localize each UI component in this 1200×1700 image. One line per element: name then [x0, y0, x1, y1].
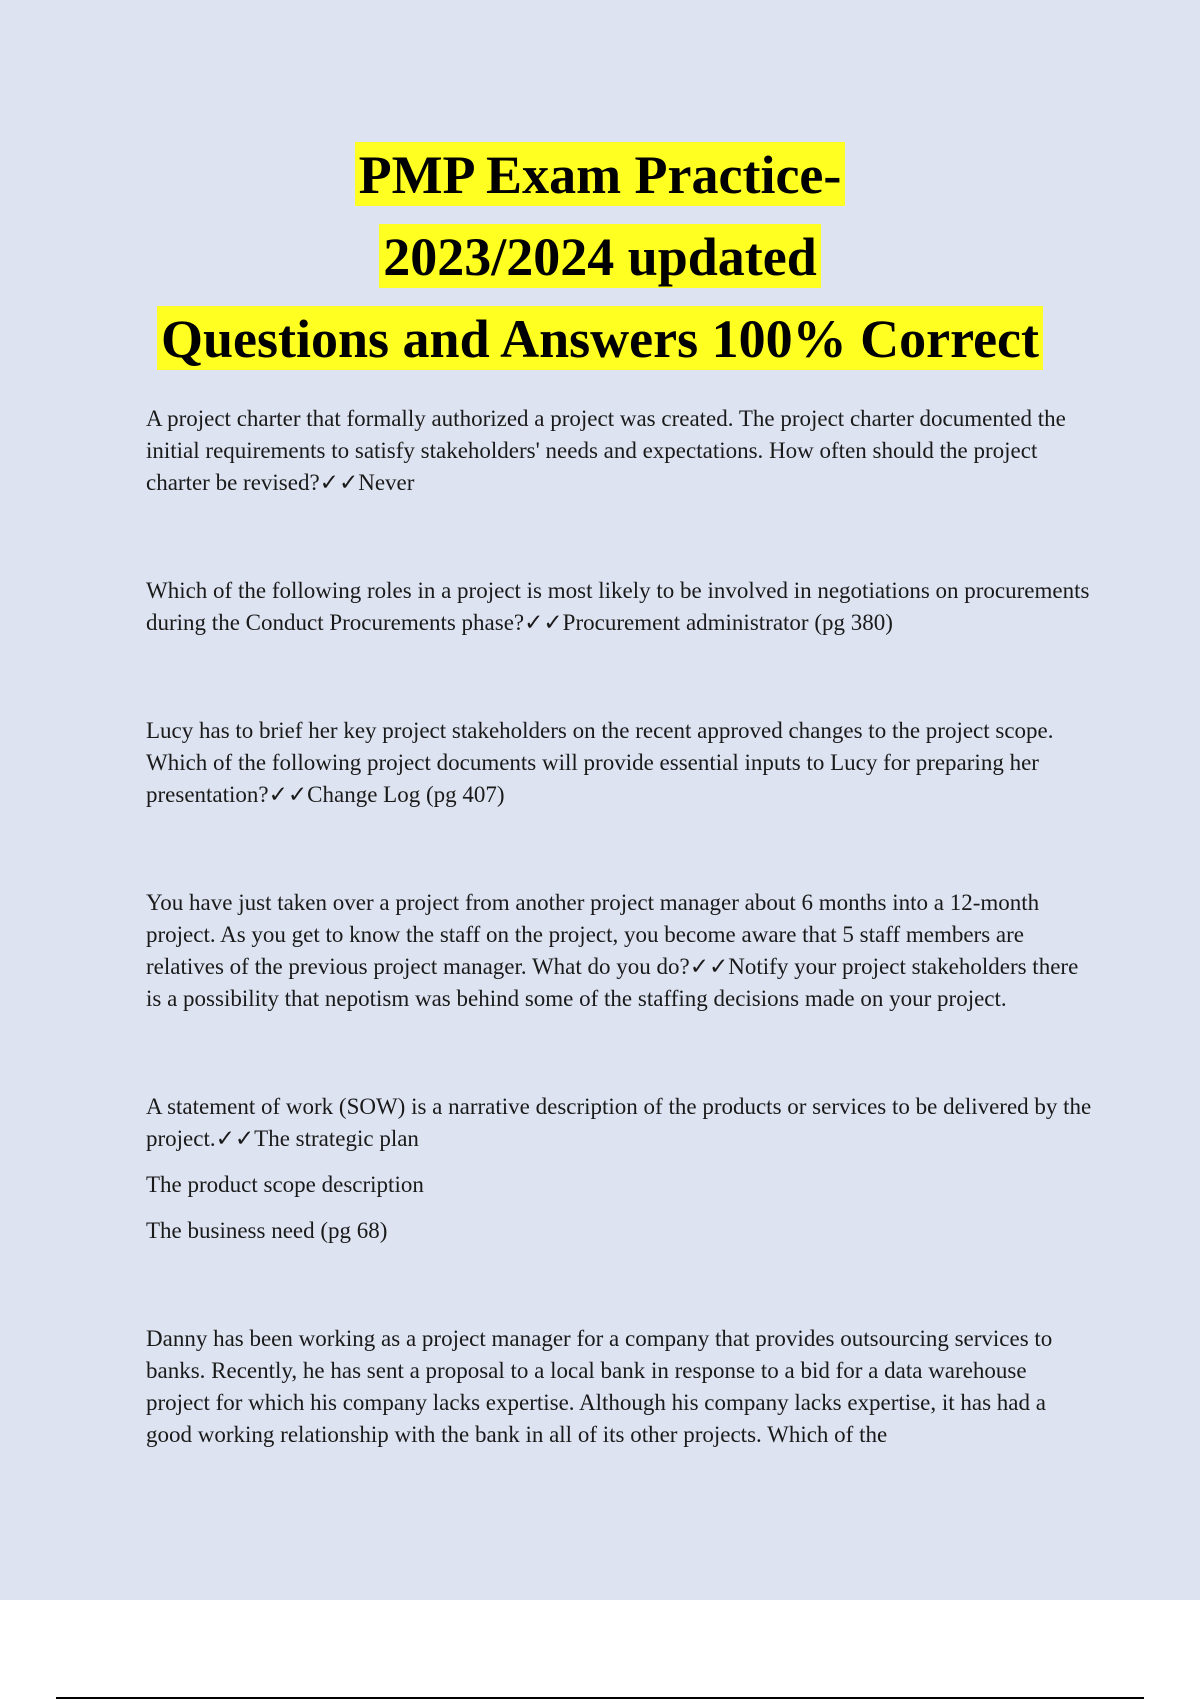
question-answer-6: Danny has been working as a project manager for a company that provides outsourcing services to banks. Recently, he has sent a proposal to a local bank in response to a bid for a data warehouse project for which his company lacks expertise. Although his company lacks expertise, it has had a good working relationship with the bank in all of its other projects. Which of the [146, 1326, 1053, 1447]
title-line-2: 2023/2024 updated [0, 224, 1200, 288]
question-answer-4: You have just taken over a project from another project manager about 6 months into a 12-month project. As you get to know the staff on the project, you become aware that 5 staff members are relatives of the previous project manager. What do you do?✓✓Notify your project stakeholders there is a possibility that nepotism was behind some of the staffing decisions made on your project. [146, 890, 1079, 1011]
question-answer-3: Lucy has to brief her key project stakeholders on the recent approved changes to the project scope. Which of the following project documents will provide essential inputs to Lucy for preparing her presentation?✓✓Change Log (pg 407) [146, 718, 1054, 807]
document-title [0, 142, 1200, 370]
question-answer-1: A project charter that formally authorized a project was created. The project charter documented the initial requirements to satisfy stakeholders' needs and expectations. How often should the project charter be revised?✓✓Never [146, 406, 1066, 495]
answer-option-2: The business need (pg 68) [146, 1218, 388, 1243]
title-line-1: PMP Exam Practice- [0, 142, 1200, 206]
question-answer-5: A statement of work (SOW) is a narrative description of the products or services to be delivered by the project.✓✓The strategic plan [146, 1094, 1092, 1151]
question-answer-2: Which of the following roles in a project is most likely to be involved in negotiations on procurements during the Conduct Procurements phase?✓✓Procurement administrator (pg 380) [146, 578, 1090, 635]
title-line-3: Questions and Answers 100% Correct [0, 306, 1200, 370]
answer-option-1: The product scope description [146, 1172, 424, 1197]
footer-rule [56, 1697, 1144, 1699]
question-list [146, 403, 1096, 1451]
